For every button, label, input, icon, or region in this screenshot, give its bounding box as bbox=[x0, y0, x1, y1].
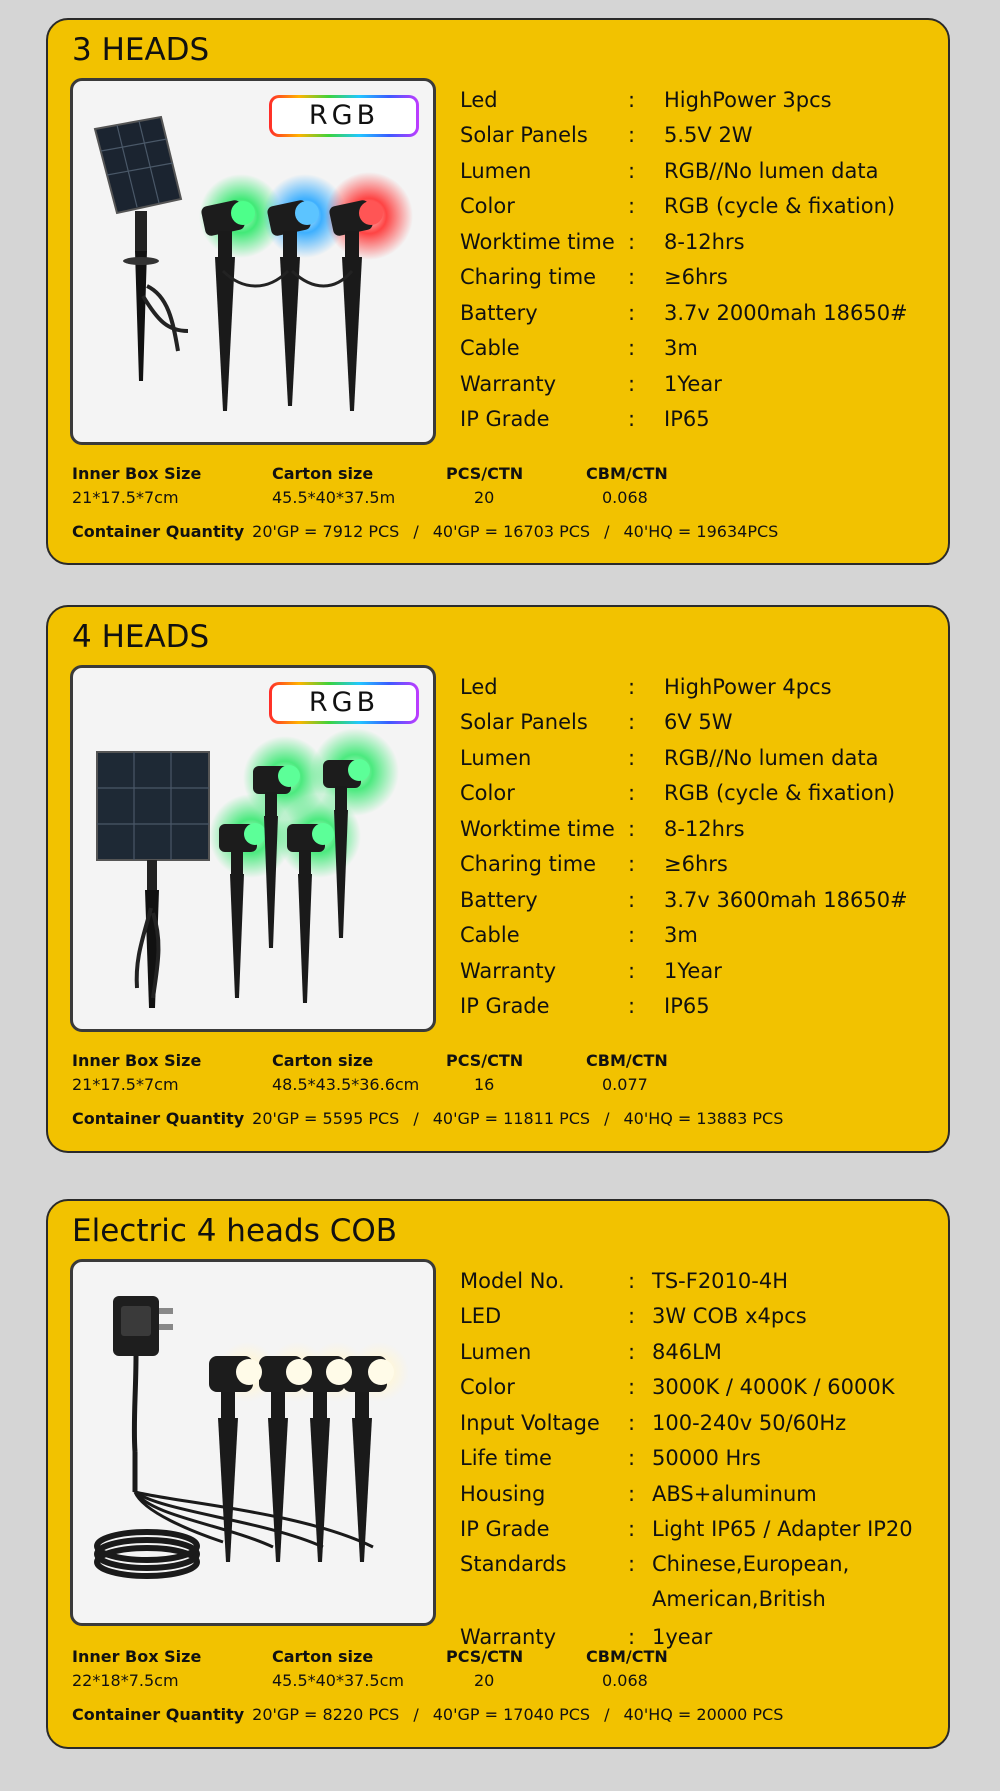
spec-row bbox=[460, 224, 940, 260]
packing-value: 0.068 bbox=[602, 1671, 648, 1690]
packing-header: PCS/CTN bbox=[446, 1051, 524, 1070]
spec-value: RGB//No lumen data bbox=[664, 745, 879, 770]
spec-key: Warranty bbox=[460, 1624, 557, 1649]
spec-key: Cable bbox=[460, 336, 520, 361]
container-40gp: 40'GP = 16703 PCS bbox=[432, 522, 591, 541]
spec-colon: : bbox=[628, 123, 636, 148]
rgb-badge-label: RGB bbox=[272, 685, 416, 721]
packing-value: 22*18*7.5cm bbox=[72, 1671, 179, 1690]
spec-colon: : bbox=[628, 887, 636, 912]
packing-value: 48.5*43.5*36.6cm bbox=[272, 1075, 420, 1094]
container-40hq: 40'HQ = 13883 PCS bbox=[623, 1109, 784, 1128]
spec-row bbox=[460, 1547, 940, 1619]
spec-value: 3000K / 4000K / 6000K bbox=[652, 1375, 895, 1400]
spec-key: Lumen bbox=[460, 1339, 532, 1364]
spec-key: Warranty bbox=[460, 371, 557, 396]
container-40gp: 40'GP = 11811 PCS bbox=[432, 1109, 591, 1128]
packing-value: 16 bbox=[474, 1075, 495, 1094]
spec-key: Warranty bbox=[460, 958, 557, 983]
spec-value: IP65 bbox=[664, 994, 710, 1019]
packing-value: 20 bbox=[474, 1671, 495, 1690]
product-photo bbox=[70, 665, 436, 1032]
spec-row bbox=[460, 118, 940, 154]
packing-header: Inner Box Size bbox=[72, 1647, 202, 1666]
packing-value: 45.5*40*37.5cm bbox=[272, 1671, 404, 1690]
spec-key: Battery bbox=[460, 300, 538, 325]
separator: / bbox=[604, 1109, 610, 1128]
spec-key: Led bbox=[460, 674, 498, 699]
spec-row bbox=[460, 331, 940, 367]
spec-key: Life time bbox=[460, 1446, 552, 1471]
spec-key: Color bbox=[460, 781, 515, 806]
spec-row bbox=[460, 882, 940, 918]
packing-header: CBM/CTN bbox=[586, 464, 668, 483]
spec-value: 100-240v 50/60Hz bbox=[652, 1410, 847, 1435]
spec-row bbox=[460, 1334, 940, 1370]
spec-row bbox=[460, 918, 940, 954]
spec-value: 846LM bbox=[652, 1339, 722, 1364]
spec-key: IP Grade bbox=[460, 407, 550, 432]
spec-list bbox=[460, 82, 940, 437]
spec-colon: : bbox=[628, 194, 636, 219]
spec-key: Model No. bbox=[460, 1268, 565, 1293]
card-title: 3 HEADS bbox=[72, 32, 210, 68]
packing-value: 0.077 bbox=[602, 1075, 648, 1094]
spec-colon: : bbox=[628, 1304, 636, 1329]
spec-colon: : bbox=[628, 1552, 636, 1576]
spec-key: Solar Panels bbox=[460, 123, 588, 148]
spec-value: Light IP65 / Adapter IP20 bbox=[652, 1517, 913, 1542]
rgb-badge bbox=[269, 95, 419, 137]
spec-value: TS-F2010-4H bbox=[652, 1268, 788, 1293]
spec-value: RGB (cycle & fixation) bbox=[664, 194, 896, 219]
spec-key: IP Grade bbox=[460, 994, 550, 1019]
spec-row bbox=[460, 953, 940, 989]
spec-colon: : bbox=[628, 371, 636, 396]
spec-list bbox=[460, 669, 940, 1024]
spec-colon: : bbox=[628, 1624, 636, 1649]
packing-header: PCS/CTN bbox=[446, 464, 524, 483]
spec-key: Battery bbox=[460, 887, 538, 912]
spec-colon: : bbox=[628, 1481, 636, 1506]
spec-key: IP Grade bbox=[460, 1517, 550, 1542]
spec-row bbox=[460, 1619, 940, 1655]
spec-value: ≥6hrs bbox=[664, 265, 728, 290]
spec-row bbox=[460, 669, 940, 705]
spec-key: Charing time bbox=[460, 852, 597, 877]
card-title: 4 HEADS bbox=[72, 619, 210, 655]
spec-row bbox=[460, 1476, 940, 1512]
container-20gp: 20'GP = 7912 PCS bbox=[252, 522, 400, 541]
container-20gp: 20'GP = 8220 PCS bbox=[252, 1705, 400, 1724]
spec-value: 8-12hrs bbox=[664, 229, 745, 254]
spec-colon: : bbox=[628, 781, 636, 806]
spec-key: Worktime time bbox=[460, 816, 615, 841]
separator: / bbox=[413, 1109, 419, 1128]
packing-header: CBM/CTN bbox=[586, 1647, 668, 1666]
spec-value: Chinese,European, American,British bbox=[652, 1552, 850, 1611]
spec-value: 3.7v 2000mah 18650# bbox=[664, 300, 908, 325]
spec-key: Lumen bbox=[460, 745, 532, 770]
spec-colon: : bbox=[628, 265, 636, 290]
spec-key: Worktime time bbox=[460, 229, 615, 254]
spec-row bbox=[460, 402, 940, 438]
spec-colon: : bbox=[628, 1446, 636, 1471]
spec-value: 1Year bbox=[664, 371, 722, 396]
spec-value: ABS+aluminum bbox=[652, 1481, 817, 1506]
electric-cob-spotlight-illustration bbox=[73, 1262, 433, 1623]
packing-header: Inner Box Size bbox=[72, 1051, 202, 1070]
packing-header: Inner Box Size bbox=[72, 464, 202, 483]
packing-value: 20 bbox=[474, 488, 495, 507]
spec-row bbox=[460, 1263, 940, 1299]
spec-value: 6V 5W bbox=[664, 710, 733, 735]
rgb-badge-label: RGB bbox=[272, 98, 416, 134]
spec-colon: : bbox=[628, 958, 636, 983]
spec-colon: : bbox=[628, 674, 636, 699]
product-photo bbox=[70, 78, 436, 445]
spec-key: Standards bbox=[460, 1552, 567, 1576]
spec-row bbox=[460, 153, 940, 189]
packing-value: 45.5*40*37.5m bbox=[272, 488, 396, 507]
spec-value: 8-12hrs bbox=[664, 816, 745, 841]
spec-row bbox=[460, 811, 940, 847]
rgb-badge bbox=[269, 682, 419, 724]
spec-row bbox=[460, 740, 940, 776]
spec-value: 1year bbox=[652, 1624, 713, 1649]
spec-row bbox=[460, 82, 940, 118]
spec-value: 3m bbox=[664, 923, 698, 948]
spec-colon: : bbox=[628, 1410, 636, 1435]
separator: / bbox=[413, 522, 419, 541]
spec-key: Housing bbox=[460, 1481, 546, 1506]
spec-value: 3W COB x4pcs bbox=[652, 1304, 807, 1329]
container-quantity bbox=[72, 522, 778, 541]
product-card-electric-cob bbox=[46, 1199, 950, 1749]
spec-key: Input Voltage bbox=[460, 1410, 600, 1435]
spec-row bbox=[460, 776, 940, 812]
spec-row bbox=[460, 1370, 940, 1406]
spec-key: Solar Panels bbox=[460, 710, 588, 735]
spec-colon: : bbox=[628, 994, 636, 1019]
spec-colon: : bbox=[628, 336, 636, 361]
spec-row bbox=[460, 1441, 940, 1477]
spec-value: 5.5V 2W bbox=[664, 123, 753, 148]
spec-value: 3m bbox=[664, 336, 698, 361]
spec-row bbox=[460, 366, 940, 402]
spec-colon: : bbox=[628, 158, 636, 183]
spec-row bbox=[460, 1299, 940, 1335]
container-40gp: 40'GP = 17040 PCS bbox=[432, 1705, 591, 1724]
spec-colon: : bbox=[628, 816, 636, 841]
packing-header: CBM/CTN bbox=[586, 1051, 668, 1070]
container-quantity bbox=[72, 1705, 783, 1724]
packing-value: 21*17.5*7cm bbox=[72, 488, 179, 507]
product-card-3-heads bbox=[46, 18, 950, 565]
spec-colon: : bbox=[628, 87, 636, 112]
spec-value: HighPower 3pcs bbox=[664, 87, 832, 112]
packing-header: PCS/CTN bbox=[446, 1647, 524, 1666]
spec-value: 3.7v 3600mah 18650# bbox=[664, 887, 908, 912]
spec-key: Lumen bbox=[460, 158, 532, 183]
container-quantity bbox=[72, 1109, 783, 1128]
spec-colon: : bbox=[628, 852, 636, 877]
separator: / bbox=[604, 1705, 610, 1724]
container-quantity-label: Container Quantity bbox=[72, 1705, 245, 1724]
spec-key: Color bbox=[460, 1375, 515, 1400]
container-40hq: 40'HQ = 19634PCS bbox=[623, 522, 779, 541]
spec-value: RGB (cycle & fixation) bbox=[664, 781, 896, 806]
container-20gp: 20'GP = 5595 PCS bbox=[252, 1109, 400, 1128]
spec-row bbox=[460, 1512, 940, 1548]
spec-colon: : bbox=[628, 923, 636, 948]
spec-key: Led bbox=[460, 87, 498, 112]
spec-row bbox=[460, 989, 940, 1025]
spec-row bbox=[460, 295, 940, 331]
spec-row bbox=[460, 847, 940, 883]
spec-value: RGB//No lumen data bbox=[664, 158, 879, 183]
spec-key: LED bbox=[460, 1304, 502, 1329]
spec-value: IP65 bbox=[664, 407, 710, 432]
container-quantity-label: Container Quantity bbox=[72, 1109, 245, 1128]
separator: / bbox=[413, 1705, 419, 1724]
spec-key: Charing time bbox=[460, 265, 597, 290]
spec-value: ≥6hrs bbox=[664, 852, 728, 877]
spec-colon: : bbox=[628, 1268, 636, 1293]
spec-colon: : bbox=[628, 1375, 636, 1400]
card-title: Electric 4 heads COB bbox=[72, 1213, 398, 1249]
container-40hq: 40'HQ = 20000 PCS bbox=[623, 1705, 784, 1724]
packing-header: Carton size bbox=[272, 464, 374, 483]
packing-header: Carton size bbox=[272, 1051, 374, 1070]
spec-colon: : bbox=[628, 710, 636, 735]
spec-value: 1Year bbox=[664, 958, 722, 983]
separator: / bbox=[604, 522, 610, 541]
packing-value: 0.068 bbox=[602, 488, 648, 507]
product-photo bbox=[70, 1259, 436, 1626]
spec-row bbox=[460, 260, 940, 296]
spec-colon: : bbox=[628, 1339, 636, 1364]
spec-key: Cable bbox=[460, 923, 520, 948]
container-quantity-label: Container Quantity bbox=[72, 522, 245, 541]
spec-value: 50000 Hrs bbox=[652, 1446, 761, 1471]
spec-colon: : bbox=[628, 745, 636, 770]
spec-colon: : bbox=[628, 300, 636, 325]
spec-key: Color bbox=[460, 194, 515, 219]
packing-value: 21*17.5*7cm bbox=[72, 1075, 179, 1094]
spec-colon: : bbox=[628, 229, 636, 254]
spec-row bbox=[460, 189, 940, 225]
spec-colon: : bbox=[628, 1517, 636, 1542]
product-card-4-heads bbox=[46, 605, 950, 1153]
spec-value: HighPower 4pcs bbox=[664, 674, 832, 699]
spec-row bbox=[460, 705, 940, 741]
spec-row bbox=[460, 1405, 940, 1441]
spec-colon: : bbox=[628, 407, 636, 432]
packing-header: Carton size bbox=[272, 1647, 374, 1666]
spec-list bbox=[460, 1263, 940, 1655]
